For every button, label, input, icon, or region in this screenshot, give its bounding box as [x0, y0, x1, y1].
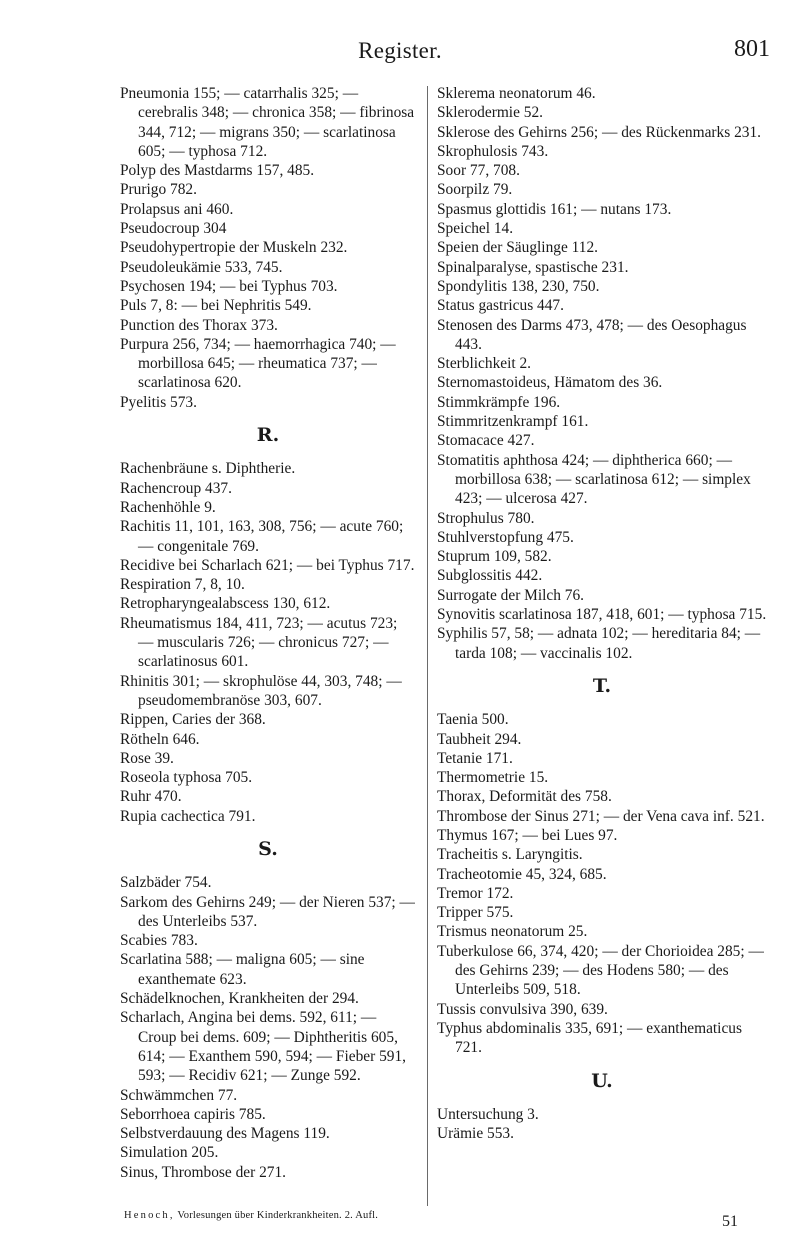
index-entry: Rachenhöhle 9.	[120, 498, 216, 516]
index-entry: Tripper 575.	[437, 904, 514, 922]
page-number: 801	[734, 36, 770, 62]
index-entry: Pseudocroup 304	[120, 220, 227, 238]
footer-author: Henoch,	[124, 1210, 175, 1221]
index-entry: Synovitis scarlatinosa 187, 418, 601; — typhosa 715.	[437, 606, 767, 624]
index-entry: Stomatitis aphthosa 424; — diphtherica 660; — morbillosa 638; — scarlatinosa 612; — simplex 423; — ulcerosa 427.	[437, 451, 751, 508]
index-entry: Sterblichkeit 2.	[437, 355, 532, 373]
index-entry: Selbstverdauung des Magens 119.	[120, 1125, 330, 1143]
index-entry: Scharlach, Angina bei dems. 592, 611; — Croup bei dems. 609; — Diphtheritis 605, 614; — Exanthem 590, 594; — Fieber 591, 593; — Recidiv 621; — Zunge 592.	[120, 1009, 407, 1085]
index-entry: Scabies 783.	[120, 932, 198, 950]
index-entry: Urämie 553.	[437, 1125, 514, 1143]
index-entry: Status gastricus 447.	[437, 297, 564, 315]
index-entry: Schädelknochen, Krankheiten der 294.	[120, 990, 359, 1008]
index-entry: Retropharyngealabscess 130, 612.	[120, 595, 331, 613]
index-entry: Tuberkulose 66, 374, 420; — der Chorioidea 285; — des Gehirns 239; — des Hodens 580; — des Unterleibs 509, 518.	[437, 942, 764, 999]
index-entry: Thorax, Deformität des 758.	[437, 788, 612, 806]
index-entry: Surrogate der Milch 76.	[437, 586, 585, 604]
index-entry: Sklerema neonatorum 46.	[437, 85, 596, 102]
index-entry: Spondylitis 138, 230, 750.	[437, 277, 600, 295]
column-divider	[427, 86, 428, 1206]
index-entry: Sarkom des Gehirns 249; — der Nieren 537; — des Unterleibs 537.	[120, 893, 415, 930]
index-section-u	[437, 1105, 767, 1144]
index-section-s	[120, 873, 416, 1182]
index-entry: Taubheit 294.	[437, 730, 522, 748]
index-entry: Rachenbräune s. Diphtherie.	[120, 460, 296, 478]
index-entry: Psychosen 194; — bei Typhus 703.	[120, 277, 338, 295]
footer-book-title: Vorlesungen über Kinderkrankheiten.	[177, 1210, 342, 1221]
section-letter-u: U.	[591, 1069, 613, 1092]
footer-edition: 2. Aufl.	[344, 1210, 379, 1221]
index-entry: Puls 7, 8: — bei Nephritis 549.	[120, 297, 312, 315]
index-entry: Rupia cachectica 791.	[120, 807, 256, 825]
index-entry: Roseola typhosa 705.	[120, 769, 253, 787]
index-entry: Rachitis 11, 101, 163, 308, 756; — acute 760; — congenitale 769.	[120, 518, 404, 555]
index-section-s-continued	[437, 84, 767, 663]
index-entry: Purpura 256, 734; — haemorrhagica 740; — morbillosa 645; — rheumatica 737; — scarlatinosa 620.	[120, 335, 396, 392]
index-entry: Stimmritzenkrampf 161.	[437, 413, 589, 431]
index-entry: Pyelitis 573.	[120, 393, 197, 411]
index-entry: Tracheitis s. Laryngitis.	[437, 846, 583, 864]
index-entry: Recidive bei Scharlach 621; — bei Typhus 717.	[120, 556, 415, 574]
index-entry: Stomacace 427.	[437, 432, 535, 450]
index-entry: Tremor 172.	[437, 884, 514, 902]
index-entry: Schwämmchen 77.	[120, 1086, 238, 1104]
printer-signature: 51	[722, 1213, 738, 1230]
index-entry: Pneumonia 155; — catarrhalis 325; — cerebralis 348; — chronica 358; — fibrinosa 344, 712; — migrans 350; — scarlatinosa 605; — typhosa 712.	[120, 85, 415, 160]
index-entry: Pseudoleukämie 533, 745.	[120, 258, 283, 276]
index-entry: Soorpilz 79.	[437, 181, 513, 199]
index-entry: Thymus 167; — bei Lues 97.	[437, 826, 618, 844]
index-entry: Rötheln 646.	[120, 730, 200, 748]
page-header-title: Register.	[358, 38, 442, 63]
index-entry: Simulation 205.	[120, 1144, 219, 1162]
index-entry: Skrophulosis 743.	[437, 142, 549, 160]
index-entry: Tetanie 171.	[437, 749, 513, 767]
index-entry: Spasmus glottidis 161; — nutans 173.	[437, 200, 672, 218]
index-entry: Pseudohypertropie der Muskeln 232.	[120, 239, 348, 257]
section-letter-t: T.	[592, 674, 612, 697]
index-entry: Rheumatismus 184, 411, 723; — acutus 723; — muscularis 726; — chronicus 727; — scarlatinosus 601.	[120, 614, 398, 671]
index-entry: Stuhlverstopfung 475.	[437, 528, 574, 546]
footer-note	[124, 1210, 378, 1221]
index-entry: Tussis convulsiva 390, 639.	[437, 1000, 608, 1018]
index-entry: Tracheotomie 45, 324, 685.	[437, 865, 607, 883]
left-column	[120, 84, 416, 1182]
right-column	[437, 84, 767, 1143]
index-entry: Stenosen des Darms 473, 478; — des Oesophagus 443.	[437, 316, 747, 353]
index-entry: Ruhr 470.	[120, 788, 182, 806]
index-section-r	[120, 459, 416, 826]
index-entry: Respiration 7, 8, 10.	[120, 576, 245, 594]
index-entry: Thrombose der Sinus 271; — der Vena cava inf. 521.	[437, 807, 765, 825]
index-entry: Strophulus 780.	[437, 509, 535, 527]
index-entry: Spinalparalyse, spastische 231.	[437, 258, 629, 276]
index-entry: Rhinitis 301; — skrophulöse 44, 303, 748; — pseudomembranöse 303, 607.	[120, 672, 402, 709]
index-entry: Prurigo 782.	[120, 181, 197, 199]
index-entry: Trismus neonatorum 25.	[437, 923, 588, 941]
section-letter-s: S.	[258, 837, 278, 860]
index-entry: Sklerose des Gehirns 256; — des Rückenmarks 231.	[437, 123, 762, 141]
index-entry: Prolapsus ani 460.	[120, 200, 234, 218]
index-entry: Salzbäder 754.	[120, 874, 212, 892]
index-entry: Thermometrie 15.	[437, 769, 549, 787]
index-entry: Punction des Thorax 373.	[120, 316, 278, 334]
index-entry: Scarlatina 588; — maligna 605; — sine exanthemate 623.	[120, 951, 365, 988]
index-entry: Sinus, Thrombose der 271.	[120, 1163, 287, 1181]
index-entry: Syphilis 57, 58; — adnata 102; — hereditaria 84; — tarda 108; — vaccinalis 102.	[437, 625, 761, 662]
index-entry: Speichel 14.	[437, 220, 514, 238]
index-entry: Seborrhoea capiris 785.	[120, 1105, 266, 1123]
section-letter-r: R.	[256, 424, 280, 447]
index-entry: Untersuchung 3.	[437, 1105, 539, 1123]
index-entry: Subglossitis 442.	[437, 567, 543, 585]
index-entry: Rachencroup 437.	[120, 479, 232, 497]
index-entry: Speien der Säuglinge 112.	[437, 239, 599, 257]
index-section-t	[437, 710, 767, 1057]
index-entry: Taenia 500.	[437, 711, 509, 729]
index-entry: Sternomastoideus, Hämatom des 36.	[437, 374, 663, 392]
index-entry: Soor 77, 708.	[437, 162, 520, 180]
index-entry: Polyp des Mastdarms 157, 485.	[120, 162, 315, 180]
index-entry: Typhus abdominalis 335, 691; — exanthematicus 721.	[437, 1019, 742, 1057]
index-entry: Sklerodermie 52.	[437, 104, 543, 122]
index-entry: Stimmkrämpfe 196.	[437, 393, 561, 411]
index-entry: Stuprum 109, 582.	[437, 548, 552, 566]
index-section-p	[120, 84, 416, 412]
index-entry: Rippen, Caries der 368.	[120, 711, 266, 729]
index-entry: Rose 39.	[120, 749, 174, 767]
